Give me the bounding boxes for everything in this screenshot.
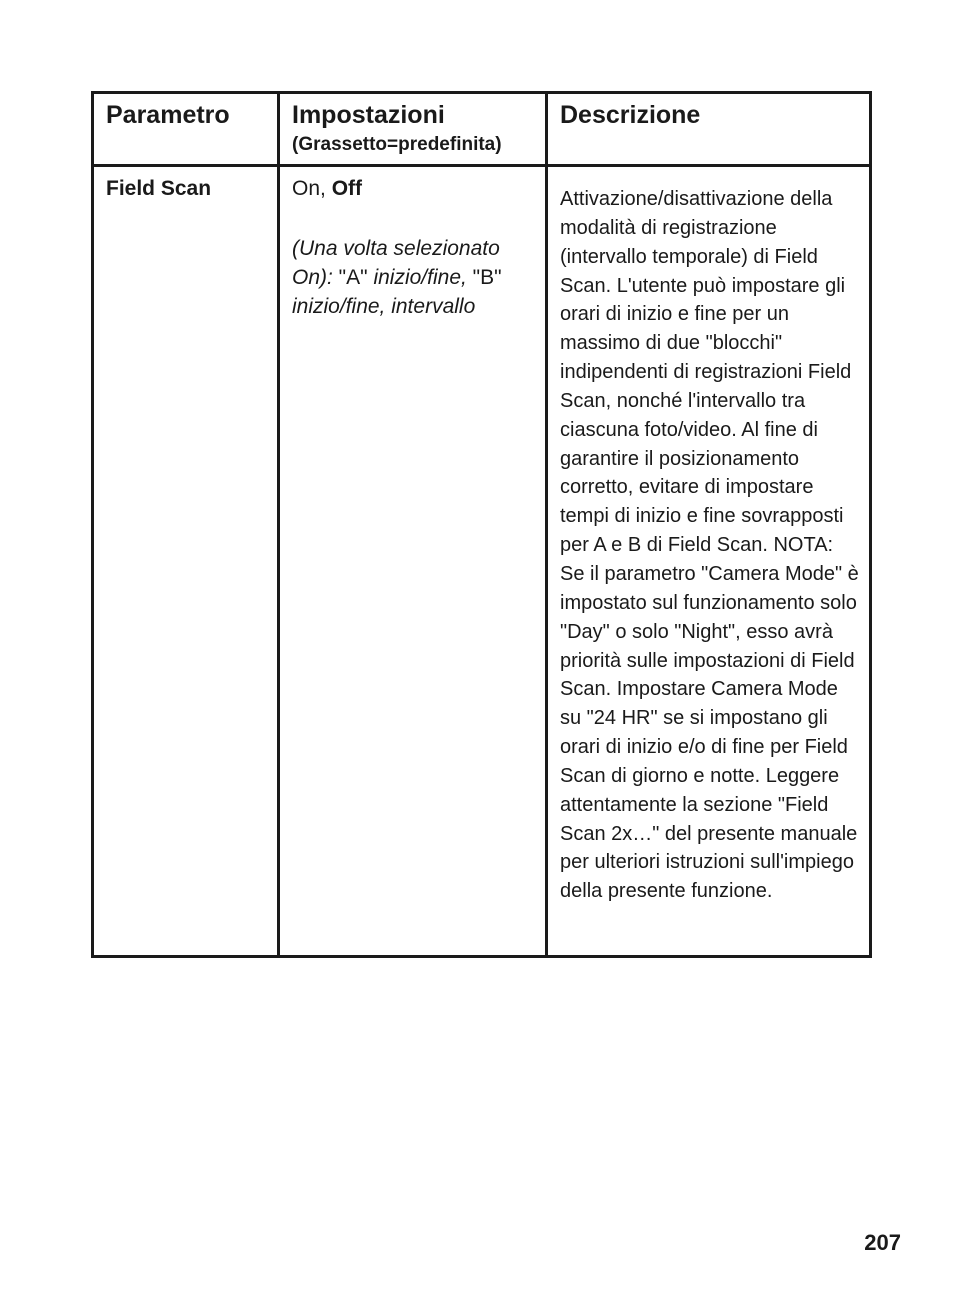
table-header-row [93, 93, 871, 166]
cell-settings [279, 166, 547, 957]
note-plain-2: "B" [472, 266, 502, 289]
settings-note [292, 234, 535, 321]
header-settings [279, 93, 547, 166]
settings-options [292, 175, 535, 203]
header-parameter-label: Parametro [106, 101, 230, 129]
page-number: 207 [864, 1230, 901, 1255]
parameter-name: Field Scan [106, 177, 212, 200]
description-text: Attivazione/disattivazione della modalità di registrazione (intervallo temporale) di Field Scan. L'utente può impostare gli orari di inizio e fine per un massimo di due "blocchi" indipendenti di registrazioni Field Scan, nonché l'intervallo tra ciascuna foto/video. Al fine di garantire il posizionamento corretto, evitare di impostare tempi di inizio e fine sovrapposti per A e B di Field Scan. NOTA: Se il parametro "Camera Mode" è impostato sul funzionamento solo "Day" o solo "Night", esso avrà priorità sulle impostazioni di Field Scan. Impostare Camera Mode su "24 HR" se si impostano gli orari di inizio e/o di fine per Field Scan di giorno e notte. Leggere attentamente la sezione "Field Scan 2x…" del presente manuale per ulteriori istruzioni sull'impiego della presente funzione. [560, 188, 859, 903]
note-italic-2: inizio/fine, [367, 266, 473, 289]
note-italic-1: (Una volta selezionato On): [292, 237, 500, 289]
header-settings-sublabel: (Grassetto=predefinita) [292, 134, 502, 155]
cell-parameter [93, 166, 279, 957]
option-on: On, [292, 177, 332, 200]
table-row [93, 166, 871, 957]
note-plain-1: "A" [332, 266, 368, 289]
header-description [547, 93, 871, 166]
settings-table [91, 91, 872, 958]
header-settings-label: Impostazioni [292, 101, 445, 129]
note-italic-3: inizio/fine, intervallo [292, 295, 476, 318]
header-description-label: Descrizione [560, 101, 701, 129]
header-parameter [93, 93, 279, 166]
cell-description [547, 166, 871, 957]
option-off-default: Off [331, 177, 363, 200]
